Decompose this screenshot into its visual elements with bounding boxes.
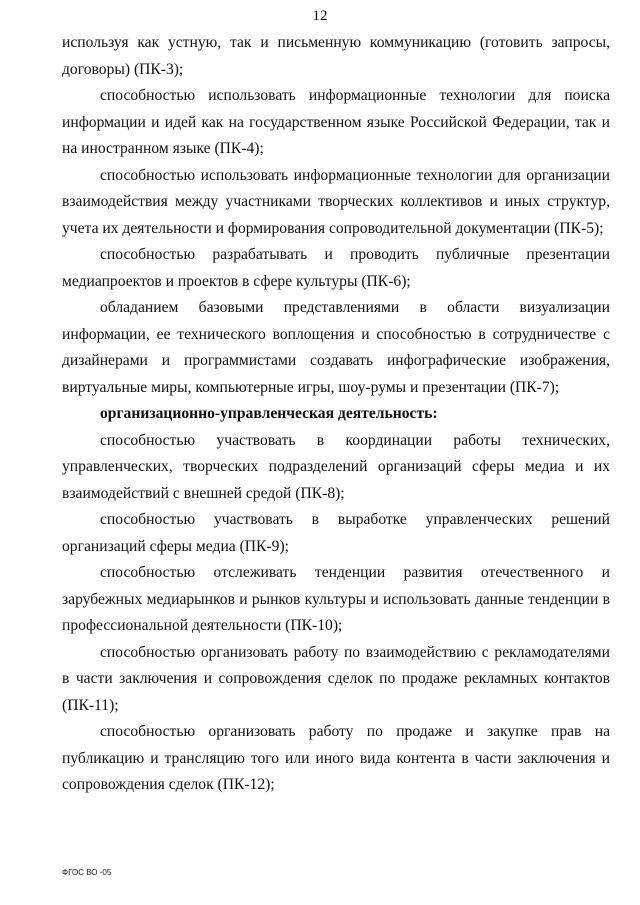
paragraph-continuation: используя как устную, так и письменную коммуникацию (готовить запросы, договоры) (ПК-3); [62,34,610,78]
paragraph-pk-6: способностью разрабатывать и проводить публичные презентации медиапроектов и проектов в сфере культуры (ПК-6); [62,246,610,290]
paragraph-pk-11: способностью организовать работу по взаимодействию с рекламодателями в части заключения и сопровождения сделок по продаже рекламных контактов (ПК-11); [62,643,610,714]
paragraph-pk-8: способностью участвовать в координации работы технических, управленческих, творческих подразделений организаций сферы медиа и их взаимодействий с внешней средой (ПК-8); [62,431,610,502]
document-body [62,30,610,799]
section-heading: организационно-управленческая деятельность: [100,405,438,422]
footer-label: ФГОС ВО -05 [62,868,112,877]
paragraph-pk-7: обладанием базовыми представлениями в области визуализации информации, ее технического воплощения и способностью в сотрудничестве с дизайнерами и программистами создавать инфографические изображения, виртуальные миры, компьютерные игры, шоу-румы и презентации (ПК-7); [62,299,610,396]
paragraph-pk-4: способностью использовать информационные технологии для поиска информации и идей как на государственном языке Российской Федерации, так и на иностранном языке (ПК-4); [62,87,610,157]
paragraph-pk-5: способностью использовать информационные технологии для организации взаимодействия между участниками творческих коллективов и иных структур, учета их деятельности и формирования сопроводительной документации (ПК-5); [62,166,610,237]
page-number: 12 [312,8,328,24]
paragraph-pk-9: способностью участвовать в выработке управленческих решений организаций сферы медиа (ПК-9); [62,511,610,555]
paragraph-pk-12: способностью организовать работу по продаже и закупке прав на публикацию и трансляцию того или иного вида контента в части заключения и сопровождения сделок (ПК-12); [62,723,610,793]
paragraph-pk-10: способностью отслеживать тенденции развития отечественного и зарубежных медиарынков и рынков культуры и использовать данные тенденции в профессиональной деятельности (ПК-10); [62,564,610,634]
